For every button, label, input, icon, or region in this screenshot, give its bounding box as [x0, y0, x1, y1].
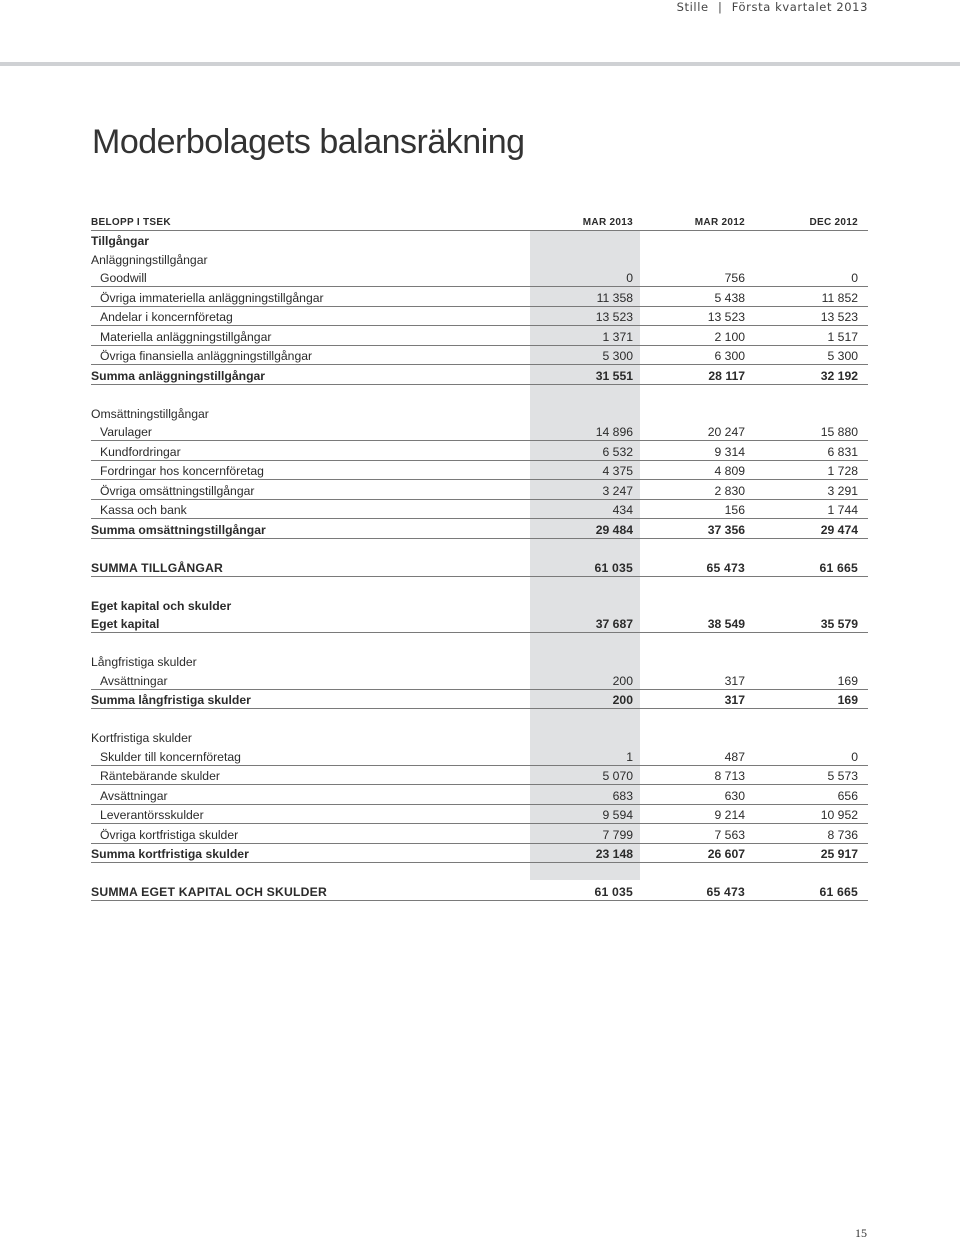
value-dec-2012: 32 192	[820, 368, 858, 383]
value-dec-2012: 35 579	[820, 617, 858, 631]
value-mar-2013: 200	[612, 693, 633, 707]
value-mar-2013: 1 371	[602, 329, 633, 344]
value-mar-2013: 13 523	[595, 310, 633, 324]
report-period: Första kvartalet 2013	[731, 0, 868, 14]
value-mar-2012: 7 563	[714, 827, 745, 842]
row-spacer	[91, 539, 868, 558]
value-mar-2012: 65 473	[706, 885, 745, 899]
row-label: Avsättningar	[100, 673, 168, 688]
row-label: Kortfristiga skulder	[91, 731, 192, 745]
row-label: SUMMA EGET KAPITAL OCH SKULDER	[91, 885, 327, 899]
value-dec-2012: 169	[837, 673, 858, 688]
table-row	[91, 480, 868, 500]
grand-total-row	[91, 557, 868, 577]
table-row	[91, 670, 868, 690]
row-spacer	[91, 709, 868, 728]
column-header-mar-2012: MAR 2012	[694, 216, 745, 228]
table-row	[91, 307, 868, 327]
grand-total-row	[91, 882, 868, 902]
table-row	[91, 287, 868, 307]
column-header-dec-2012: DEC 2012	[809, 216, 858, 228]
row-spacer	[91, 385, 868, 404]
row-label: SUMMA TILLGÅNGAR	[91, 560, 224, 575]
value-mar-2013: 683	[612, 788, 633, 803]
table-row	[91, 500, 868, 520]
value-mar-2013: 23 148	[595, 847, 633, 861]
value-mar-2013: 61 035	[594, 885, 633, 899]
row-label: Kundfordringar	[100, 444, 181, 459]
table-row	[91, 326, 868, 346]
value-mar-2013: 6 532	[602, 444, 633, 459]
row-label: Övriga omsättningstillgångar	[100, 483, 255, 498]
row-label: Avsättningar	[100, 788, 168, 803]
value-mar-2013: 31 551	[595, 368, 633, 383]
row-spacer	[91, 633, 868, 652]
table-row	[91, 461, 868, 481]
value-mar-2013: 3 247	[602, 483, 633, 498]
value-mar-2013: 9 594	[602, 808, 633, 822]
table-row	[91, 824, 868, 844]
value-dec-2012: 6 831	[827, 444, 858, 459]
value-mar-2013: 4 375	[602, 464, 633, 478]
value-mar-2013: 434	[612, 503, 633, 517]
value-mar-2012: 37 356	[707, 522, 745, 537]
value-mar-2013: 5 300	[602, 349, 633, 363]
value-mar-2013: 29 484	[595, 522, 633, 537]
row-label: Räntebärande skulder	[100, 769, 220, 783]
value-dec-2012: 11 852	[821, 290, 858, 305]
value-mar-2012: 4 809	[714, 464, 745, 478]
section-heading-row	[91, 403, 868, 422]
row-label: Övriga finansiella anläggningstillgångar	[100, 349, 313, 363]
value-dec-2012: 0	[851, 749, 858, 764]
table-body	[91, 231, 868, 902]
value-mar-2012: 156	[724, 503, 745, 517]
table-row	[91, 805, 868, 825]
section-heading-row	[91, 595, 868, 614]
value-dec-2012: 656	[837, 788, 858, 803]
value-mar-2013: 0	[626, 271, 633, 285]
value-mar-2012: 5 438	[714, 290, 745, 305]
value-mar-2012: 65 473	[706, 560, 745, 575]
row-label: Kassa och bank	[100, 503, 187, 517]
value-mar-2012: 6 300	[714, 349, 745, 363]
brand-name: Stille	[676, 0, 709, 14]
header-rule	[0, 62, 960, 66]
value-mar-2012: 26 607	[707, 847, 745, 861]
value-dec-2012: 13 523	[820, 310, 858, 324]
row-label: Långfristiga skulder	[91, 655, 197, 669]
subtotal-row	[91, 614, 868, 634]
row-label: Summa anläggningstillgångar	[91, 368, 266, 383]
value-mar-2013: 7 799	[602, 827, 633, 842]
value-mar-2012: 13 523	[707, 310, 745, 324]
amount-unit-header: BELOPP I TSEK	[91, 216, 171, 228]
value-mar-2012: 2 100	[714, 329, 745, 344]
value-mar-2012: 38 549	[707, 617, 745, 631]
balance-sheet-table	[91, 211, 868, 901]
section-heading-row	[91, 652, 868, 671]
value-dec-2012: 15 880	[820, 425, 858, 439]
value-dec-2012: 61 665	[819, 885, 858, 899]
value-dec-2012: 1 744	[827, 503, 858, 517]
value-dec-2012: 0	[851, 271, 858, 285]
value-mar-2013: 37 687	[595, 617, 633, 631]
value-dec-2012: 5 300	[827, 349, 858, 363]
value-mar-2013: 1	[626, 749, 633, 764]
row-label: Varulager	[100, 425, 152, 439]
running-header	[677, 0, 868, 14]
table-row	[91, 346, 868, 366]
row-label: Andelar i koncernföretag	[100, 310, 233, 324]
value-dec-2012: 61 665	[819, 560, 858, 575]
row-label: Anläggningstillgångar	[91, 252, 208, 267]
value-dec-2012: 1 728	[827, 464, 858, 478]
value-dec-2012: 1 517	[827, 329, 858, 344]
value-mar-2012: 2 830	[714, 483, 745, 498]
column-header-mar-2013: MAR 2013	[582, 216, 633, 228]
value-mar-2012: 317	[724, 673, 745, 688]
value-mar-2012: 9 214	[714, 808, 745, 822]
value-dec-2012: 169	[837, 693, 858, 707]
value-mar-2012: 630	[724, 788, 745, 803]
value-mar-2012: 8 713	[714, 769, 745, 783]
value-dec-2012: 29 474	[820, 522, 858, 537]
row-label: Omsättningstillgångar	[91, 406, 209, 421]
row-spacer	[91, 863, 868, 882]
value-mar-2012: 9 314	[714, 444, 745, 459]
section-heading-row	[91, 249, 868, 268]
value-dec-2012: 10 952	[820, 808, 858, 822]
table-row	[91, 746, 868, 766]
table-row	[91, 441, 868, 461]
value-mar-2012: 20 247	[707, 425, 745, 439]
value-dec-2012: 8 736	[827, 827, 858, 842]
table-row	[91, 422, 868, 442]
value-dec-2012: 3 291	[827, 483, 858, 498]
value-mar-2013: 14 896	[595, 425, 633, 439]
table-row	[91, 268, 868, 288]
row-label: Övriga kortfristiga skulder	[100, 827, 239, 842]
row-label: Summa långfristiga skulder	[91, 693, 251, 707]
subtotal-row	[91, 690, 868, 710]
subtotal-row	[91, 519, 868, 539]
row-label: Summa kortfristiga skulder	[91, 847, 249, 861]
table-row	[91, 766, 868, 786]
row-label: Summa omsättningstillgångar	[91, 522, 266, 537]
subtotal-row	[91, 365, 868, 385]
value-mar-2012: 28 117	[708, 368, 745, 383]
section-heading-row	[91, 728, 868, 747]
table-header-row	[91, 211, 868, 231]
value-mar-2013: 11 358	[596, 290, 633, 305]
value-mar-2013: 61 035	[594, 560, 633, 575]
page-number: 15	[855, 1226, 867, 1240]
value-mar-2013: 5 070	[602, 769, 633, 783]
table-row	[91, 785, 868, 805]
row-label: Eget kapital	[91, 617, 160, 631]
value-dec-2012: 5 573	[827, 769, 858, 783]
row-label: Eget kapital och skulder	[91, 598, 232, 613]
section-heading-row	[91, 231, 868, 250]
row-label: Fordringar hos koncernföretag	[100, 464, 264, 478]
row-label: Materiella anläggningstillgångar	[100, 329, 272, 344]
page-title: Moderbolagets balansräkning	[92, 123, 525, 161]
row-label: Skulder till koncernföretag	[100, 749, 241, 764]
row-label: Leverantörsskulder	[100, 808, 204, 822]
value-mar-2012: 317	[724, 693, 745, 707]
row-spacer	[91, 577, 868, 596]
row-label: Goodwill	[100, 271, 147, 285]
row-label: Tillgångar	[91, 234, 150, 248]
value-mar-2013: 200	[612, 673, 633, 688]
value-dec-2012: 25 917	[820, 847, 858, 861]
value-mar-2012: 756	[724, 271, 745, 285]
value-mar-2012: 487	[724, 749, 745, 764]
row-label: Övriga immateriella anläggningstillgångar	[100, 290, 324, 305]
subtotal-row	[91, 844, 868, 864]
header-separator: |	[717, 0, 723, 14]
